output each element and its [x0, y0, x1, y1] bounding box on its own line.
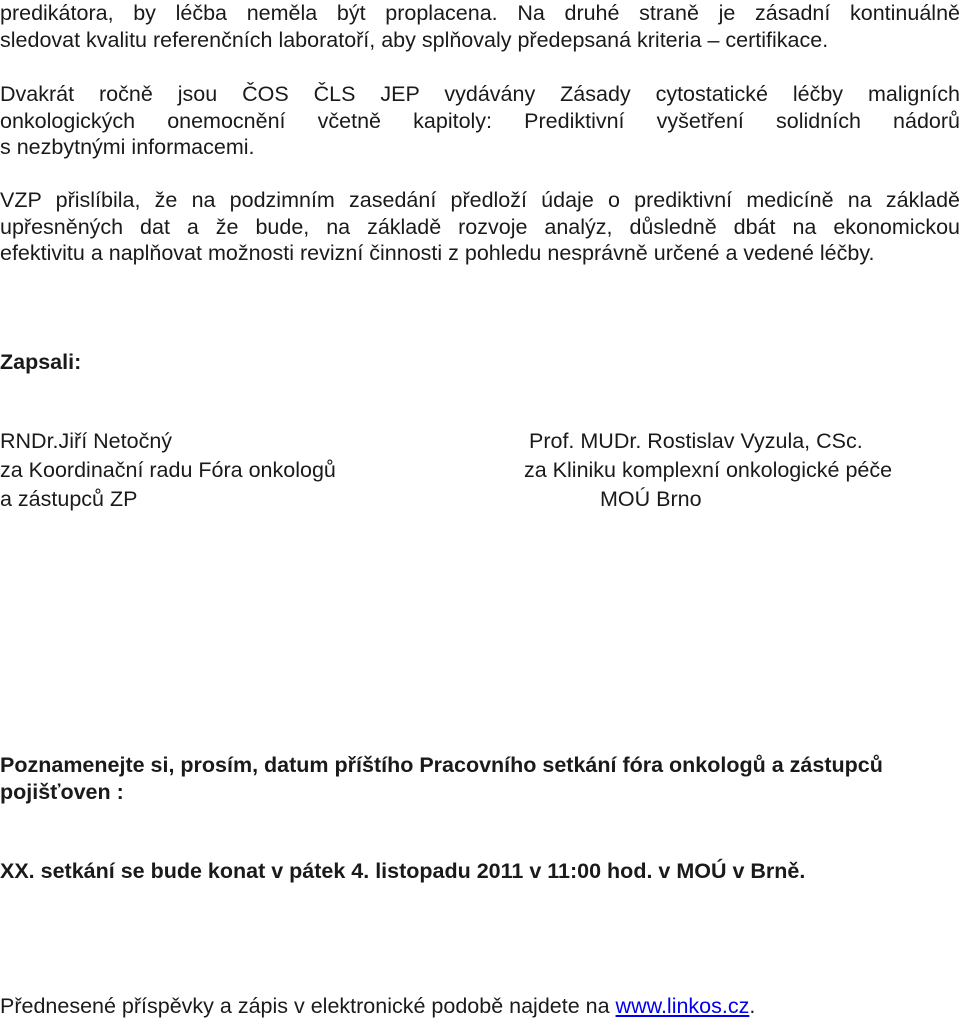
signatory-right-institution-col	[600, 486, 702, 515]
footer-line	[0, 993, 960, 1020]
paragraph-line: Dvakrát ročně jsou ČOS ČLS JEP vydávány Zásady cytostatické léčby maligních	[0, 82, 960, 106]
signatory-affiliation: za Kliniku komplexní onkologické péče	[524, 458, 893, 482]
paragraph-zasady	[0, 81, 960, 161]
paragraph-prediktor	[0, 0, 960, 53]
footer-suffix: .	[749, 994, 756, 1018]
signatories	[0, 428, 960, 518]
paragraph-line: s nezbytnými informacemi.	[0, 135, 255, 159]
signatory-affiliation: MOÚ Brno	[600, 487, 702, 511]
signatory-name: Prof. MUDr. Rostislav Vyzula, CSc.	[529, 429, 863, 453]
paragraph-line: onkologických onemocnění včetně kapitoly: Prediktivní vyšetření solidních nádorů	[0, 108, 960, 133]
meeting-note	[0, 752, 960, 805]
linkos-link[interactable]: www.linkos.cz	[615, 994, 750, 1018]
note-line: Poznamenejte si, prosím, datum příštího Pracovního setkání fóra onkologů a zástupců	[0, 753, 883, 777]
note-line: pojišťoven :	[0, 779, 124, 804]
paragraph-line: VZP přislíbila, že na podzimním zasedání předloží údaje o prediktivní medicíně na základě	[0, 188, 960, 212]
signatory-right-affiliation-col	[524, 457, 892, 486]
footer-text: Přednesené příspěvky a zápis v elektronické podobě najdete na	[0, 994, 616, 1018]
signatory-name: RNDr.Jiří Netočný	[0, 429, 173, 453]
paragraph-vzp	[0, 187, 960, 267]
signatory-affiliation: za Koordinační radu Fóra onkologů	[0, 458, 336, 482]
signatory-left	[0, 428, 336, 515]
signatory-affiliation: a zástupců ZP	[0, 487, 138, 511]
signatory-right-name-col	[529, 428, 863, 457]
paragraph-line: upřesněných dat a že bude, na základě rozvoje analýz, důsledně dbát na ekonomickou	[0, 214, 960, 239]
recorded-by-heading: Zapsali:	[0, 350, 82, 374]
paragraph-line: sledovat kvalitu referenčních laboratoří, aby splňovaly předepsaná kriteria – certifikace.	[0, 27, 829, 52]
paragraph-line: efektivitu a naplňovat možnosti revizní činnosti z pohledu nesprávně určené a vedené léčby.	[0, 241, 875, 265]
paragraph-line: predikátora, by léčba neměla být proplacena. Na druhé straně je zásadní kontinuálně	[0, 1, 960, 25]
next-meeting: XX. setkání se bude konat v pátek 4. listopadu 2011 v 11:00 hod. v MOÚ v Brně.	[0, 859, 806, 883]
